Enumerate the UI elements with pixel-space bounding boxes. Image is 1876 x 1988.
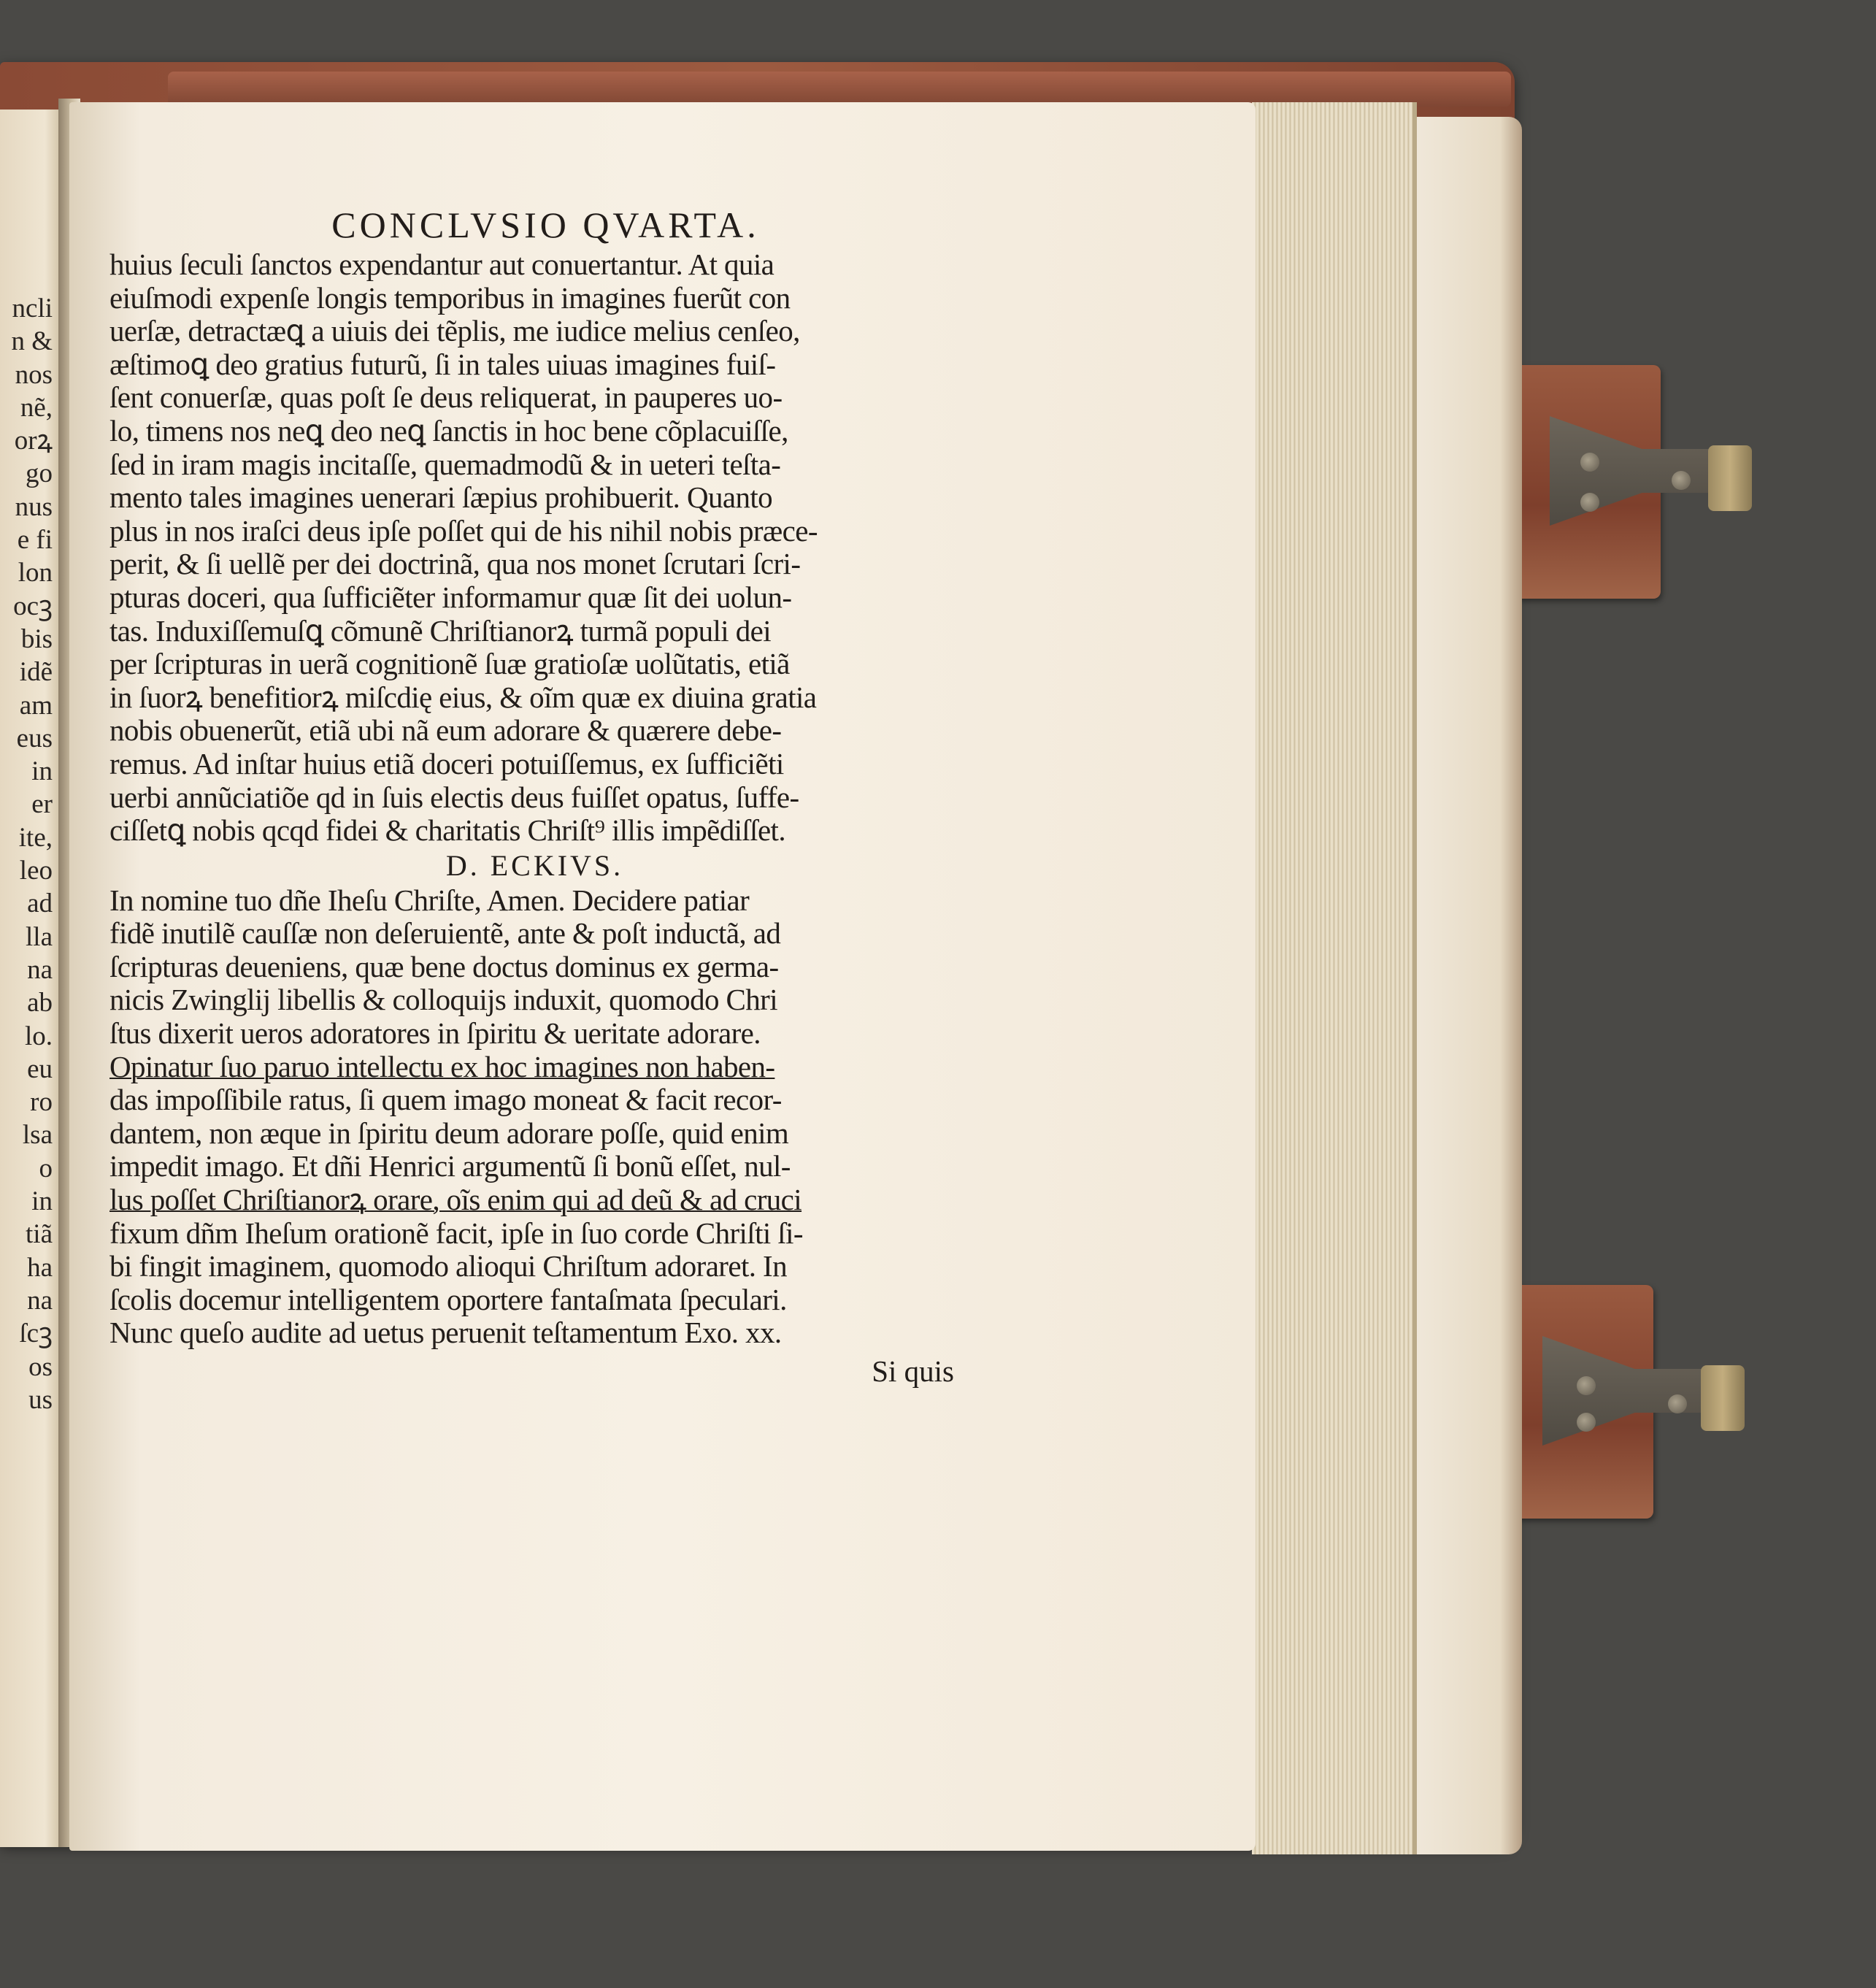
- section-heading: D. ECKIVS.: [445, 848, 624, 882]
- text-line: uerſæ, detractæꝗ a uiuis dei tẽplis, me iudice melius cenſeo,: [109, 314, 800, 348]
- text-line: ciſſetꝗ nobis qcqd fidei & charitatis Chriſt⁹ illis impẽdiſſet.: [109, 813, 786, 848]
- text-line: pturas doceri, qua ſufficiẽter informamur quæ ſit dei uolun-: [109, 580, 792, 614]
- text-line: mento tales imagines uenerari ſæpius prohibuerit. Quanto: [109, 480, 773, 515]
- text-line: Opinatur ſuo paruo intellectu ex hoc imagines non haben-: [109, 1049, 775, 1083]
- rivet-icon: [1580, 453, 1599, 472]
- verso-fragment: os: [28, 1351, 53, 1382]
- clasp-hinge: [1701, 1365, 1745, 1431]
- verso-fragment: e fi: [17, 525, 53, 556]
- verso-fragment: ncli: [12, 293, 53, 323]
- verso-text-fragments: [0, 292, 53, 1416]
- verso-fragment: lon: [18, 558, 53, 588]
- verso-fragment: eu: [27, 1054, 53, 1084]
- end-paper: [1412, 117, 1522, 1854]
- verso-fragment: bis: [20, 623, 53, 654]
- verso-fragment: ro: [30, 1087, 53, 1118]
- verso-fragment: na: [27, 1285, 53, 1316]
- verso-fragment: nos: [15, 359, 53, 390]
- page-text-block: [109, 203, 960, 1388]
- text-paragraph-1: [109, 248, 960, 848]
- text-line: remus. Ad inſtar huius etiã doceri potuiſſemus, ex ſufficiẽti: [109, 746, 784, 780]
- verso-fragment: orꝝ: [14, 426, 53, 456]
- text-line: fixum dñm Iheſum orationẽ facit, ipſe in ſuo corde Chriſti ſi-: [109, 1216, 803, 1250]
- text-line: das impoſſibile ratus, ſi quem imago moneat & facit recor-: [109, 1083, 782, 1117]
- page-stack-edge: [1252, 102, 1417, 1854]
- page-heading: CONCLVSIO QVARTA.: [331, 204, 760, 245]
- verso-fragment: na: [27, 954, 53, 985]
- verso-fragment: nẽ,: [20, 392, 53, 423]
- verso-fragment: in: [31, 1186, 53, 1217]
- text-line: dantem, non æque in ſpiritu deum adorare poſſe, quid enim: [109, 1116, 789, 1150]
- clasp-hinge: [1708, 445, 1752, 511]
- verso-fragment: idẽ: [19, 657, 53, 688]
- text-line: æſtimoꝗ deo gratius futurũ, ſi in tales uiuas imagines fuiſ-: [109, 347, 776, 381]
- verso-fragment: lla: [26, 921, 53, 952]
- verso-fragment: er: [31, 789, 53, 820]
- text-line: nicis Zwinglij libellis & colloquijs induxit, quomodo Chri: [109, 983, 778, 1017]
- text-line: impedit imago. Et dñi Henrici argumentũ ſi bonũ eſſet, nul-: [109, 1149, 791, 1183]
- text-line: Nunc queſo audite ad uetus peruenit teſtamentum Exo. xx.: [109, 1316, 782, 1350]
- upper-clasp: [1515, 365, 1777, 599]
- rivet-icon: [1580, 493, 1599, 512]
- text-line: per ſcripturas in uerã cognitionẽ ſuæ gratioſæ uolũtatis, etiã: [109, 647, 790, 681]
- text-line: uerbi annũciatiõe qd in ſuis electis deus fuiſſet opatus, ſuffe-: [109, 780, 799, 814]
- text-line: perit, & ſi uellẽ per dei doctrinã, qua nos monet ſcrutari ſcri-: [109, 547, 801, 581]
- verso-fragment: in: [31, 756, 53, 787]
- text-line: eiuſmodi expenſe longis temporibus in imagines fuerũt con: [109, 280, 791, 315]
- text-line: In nomine tuo dñe Iheſu Chriſte, Amen. Decidere patiar: [109, 883, 750, 917]
- cover-top-edge: [168, 72, 1511, 107]
- text-line: bi fingit imaginem, quomodo alioqui Chriſtum adoraret. In: [109, 1249, 787, 1283]
- verso-fragment: lsa: [22, 1120, 53, 1151]
- verso-fragment: ite,: [18, 822, 53, 853]
- verso-fragment: o: [39, 1153, 53, 1183]
- verso-fragment: leo: [19, 856, 53, 886]
- text-line: nobis obuenerũt, etiã ubi nã eum adorare & quærere debe-: [109, 713, 782, 748]
- verso-fragment: us: [28, 1384, 53, 1415]
- text-line: ſcripturas deueniens, quæ bene doctus dominus ex germa-: [109, 949, 779, 983]
- text-line: lo, timens nos neꝗ deo neꝗ ſanctis in hoc bene cõplacuiſſe,: [109, 413, 788, 448]
- text-line: tas. Induxiſſemuſꝗ cõmunẽ Chriſtianorꝝ turmã populi dei: [109, 613, 772, 648]
- verso-fragment: ha: [27, 1252, 53, 1283]
- text-line: plus in nos iraſci deus ipſe poſſet qui de his nihil nobis præce-: [109, 513, 818, 548]
- verso-fragment: nus: [15, 491, 53, 522]
- rivet-icon: [1577, 1413, 1596, 1432]
- rivet-icon: [1668, 1394, 1687, 1413]
- rivet-icon: [1577, 1376, 1596, 1395]
- verso-fragment: n &: [11, 326, 53, 357]
- text-line: ſent conuerſæ, quas poſt ſe deus reliquerat, in pauperes uo-: [109, 380, 783, 415]
- verso-fragment: ab: [27, 988, 53, 1018]
- text-line: lus poſſet Chriſtianorꝝ orare, oĩs enim qui ad deũ & ad cruci: [109, 1183, 802, 1217]
- verso-fragment: am: [19, 690, 53, 721]
- verso-fragment: eus: [16, 723, 53, 753]
- text-line: huius ſeculi ſanctos expendantur aut conuertantur. At quia: [109, 247, 774, 281]
- verso-fragment: go: [26, 458, 53, 489]
- text-line: fidẽ inutilẽ cauſſæ non deſeruientẽ, ante & poſt inductã, ad: [109, 916, 781, 951]
- verso-fragment: tiã: [26, 1219, 53, 1250]
- catchword: Si quis: [872, 1354, 954, 1388]
- verso-fragment: ſcꝫ: [19, 1319, 53, 1349]
- verso-fragment: lo.: [24, 1021, 53, 1051]
- text-line: ſed in iram magis incitaſſe, quemadmodũ & in ueteri teſta-: [109, 447, 781, 481]
- verso-fragment: ad: [27, 889, 53, 919]
- text-line: ſtus dixerit ueros adoratores in ſpiritu & ueritate adorare.: [109, 1016, 761, 1051]
- text-line: in ſuorꝝ benefitiorꝝ miſcdię eius, & oĩm quæ ex diuina gratia: [109, 680, 817, 714]
- text-line: ſcolis docemur intelligentem oportere fantaſmata ſpeculari.: [109, 1282, 787, 1316]
- text-paragraph-2: [109, 884, 960, 1350]
- rivet-icon: [1672, 471, 1691, 490]
- verso-fragment: ocꝫ: [13, 591, 53, 621]
- lower-clasp: [1507, 1285, 1770, 1519]
